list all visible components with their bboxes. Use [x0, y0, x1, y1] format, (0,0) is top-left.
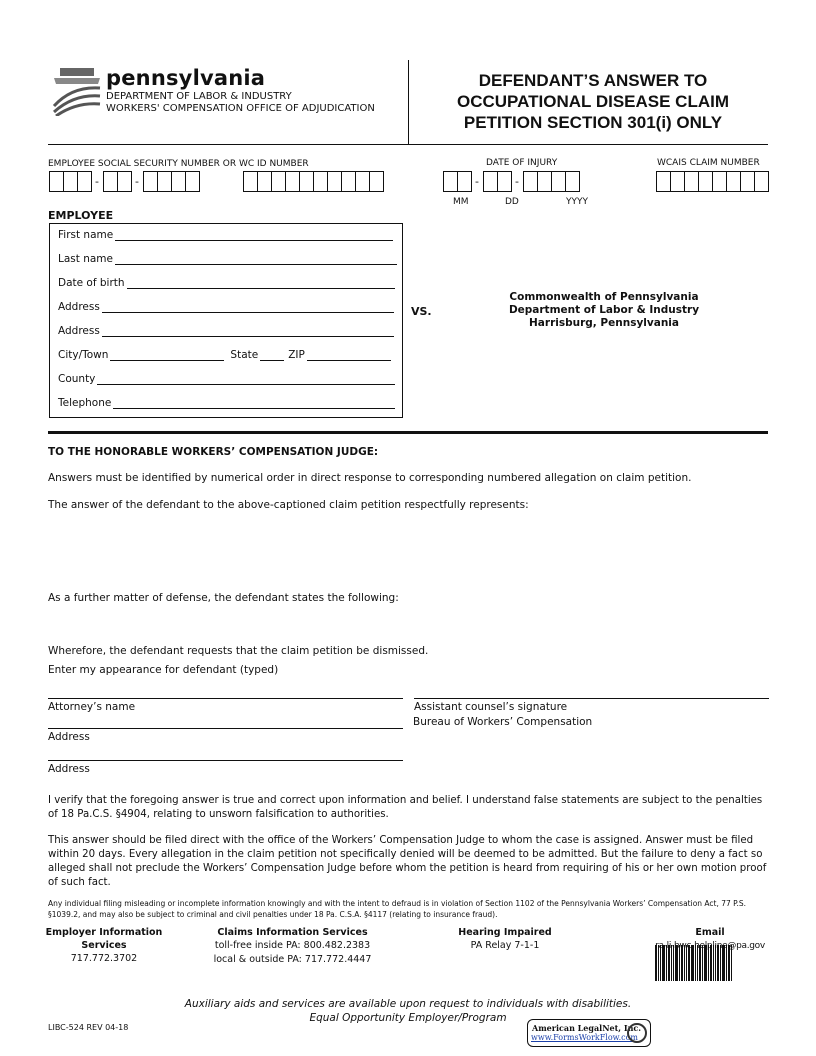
- verification-paragraph: I verify that the foregoing answer is true and correct upon information and belief. I understand false statements are subject to the penalties of 18 Pa.C.S. §4904, relating to unsworn falsification to authorities.: [48, 795, 763, 820]
- forms-workflow-link[interactable]: www.FormsWorkFlow.com: [531, 1033, 638, 1042]
- city-state-zip-field[interactable]: City/Town State ZIP: [58, 349, 391, 361]
- paragraph-appearance: Enter my appearance for defendant (typed): [48, 664, 279, 676]
- logo-word: pennsylvania: [106, 66, 266, 90]
- bureau-label: Bureau of Workers’ Compensation: [413, 716, 593, 728]
- telephone-field[interactable]: Telephone: [58, 397, 395, 409]
- assistant-signature-line[interactable]: [414, 698, 769, 699]
- yyyy-label: YYYY: [566, 197, 588, 207]
- dept-line-2: WORKERS' COMPENSATION OFFICE OF ADJUDICATION: [106, 103, 375, 114]
- claims-info-column: Claims Information Services toll-free inside PA: 800.482.2383 local & outside PA: 717.772.4447: [213, 927, 372, 965]
- dob-field[interactable]: Date of birth: [58, 277, 395, 289]
- dept-line-1: DEPARTMENT OF LABOR & INDUSTRY: [106, 91, 292, 102]
- ssn-label: EMPLOYEE SOCIAL SECURITY NUMBER OR WC ID NUMBER: [48, 159, 309, 169]
- county-field[interactable]: County: [58, 373, 395, 385]
- header-rule: [48, 144, 768, 145]
- paragraph-wherefore: Wherefore, the defendant requests that the claim petition be dismissed.: [48, 645, 429, 657]
- date-of-injury-input[interactable]: - -: [443, 171, 579, 192]
- globe-icon: [627, 1023, 647, 1043]
- first-name-field[interactable]: First name: [58, 229, 393, 241]
- address2-label: Address: [48, 763, 90, 775]
- paragraph-answers: Answers must be identified by numerical order in direct response to corresponding numbered allegation on claim petition.: [48, 472, 692, 484]
- attorney-name-line[interactable]: [48, 698, 403, 699]
- email-column: Email ra-li-bwc-helpline@pa.gov: [620, 927, 800, 953]
- email-link[interactable]: ra-li-bwc-helpline@pa.gov: [655, 941, 765, 951]
- wcais-input[interactable]: [656, 171, 768, 192]
- employer-info-column: Employer Information Services 717.772.3702: [45, 927, 163, 964]
- address1-label: Address: [48, 731, 90, 743]
- fraud-notice: Any individual filing misleading or incomplete information knowingly and with the intent to defraud is in violation of Section 1102 of the Pennsylvania Workers’ Compensation Act, 77 P.S. §1039.2, and may also be subject to criminal and civil penalties under 18 Pa. C.S.A. §4117 (relating to insurance fraud).: [48, 899, 747, 919]
- mm-label: MM: [453, 197, 469, 207]
- address2-field[interactable]: Address: [58, 325, 394, 337]
- employee-heading: EMPLOYEE: [48, 209, 114, 222]
- form-title: DEFENDANT’S ANSWER TO OCCUPATIONAL DISEASE CLAIM PETITION SECTION 301(i) ONLY: [456, 71, 729, 132]
- ssn-input[interactable]: - -: [49, 171, 199, 192]
- assistant-signature-label: Assistant counsel’s signature: [414, 701, 568, 713]
- wcais-label: WCAIS CLAIM NUMBER: [657, 158, 760, 168]
- attorney-name-label: Attorney’s name: [48, 701, 136, 713]
- paragraph-answer-represents: The answer of the defendant to the above-captioned claim petition respectfully represents:: [48, 499, 529, 511]
- hearing-impaired-column: Hearing Impaired PA Relay 7-1-1: [458, 927, 552, 951]
- section-rule: [48, 431, 768, 434]
- header-divider: [408, 60, 409, 145]
- auxiliary-notice: Auxiliary aids and services are available upon request to individuals with disabilities. Equal Opportunity Employer/Program: [184, 998, 632, 1024]
- address2-line[interactable]: [48, 760, 403, 761]
- pa-keystone-logo: [52, 66, 102, 116]
- salutation: TO THE HONORABLE WORKERS’ COMPENSATION JUDGE:: [48, 446, 379, 458]
- defendant-block: Commonwealth of Pennsylvania Department of Labor & Industry Harrisburg, Pennsylvania: [508, 291, 700, 329]
- vs-label: VS.: [411, 305, 432, 318]
- paragraph-further-defense: As a further matter of defense, the defendant states the following:: [48, 592, 399, 604]
- address1-field[interactable]: Address: [58, 301, 394, 313]
- filing-instructions-paragraph: This answer should be filed direct with the office of the Workers’ Compensation Judge to whom the case is assigned. Answer must be filed within 20 days. Every allegation in the claim petition not specifically denied will be deemed to be admitted. But the failure to deny a fact so alleged shall not preclude the Workers’ Compensation Judge before whom the petition is heard from requiring of his or her own motion proof of such fact.: [48, 835, 767, 888]
- employee-box: [49, 223, 403, 418]
- wc-id-input[interactable]: [243, 171, 383, 192]
- address1-line[interactable]: [48, 728, 403, 729]
- dd-label: DD: [505, 197, 519, 207]
- date-of-injury-label: DATE OF INJURY: [486, 158, 558, 168]
- american-legalnet-badge[interactable]: American LegalNet, Inc. www.FormsWorkFlow.com: [527, 1019, 651, 1047]
- form-code: LIBC-524 REV 04-18: [48, 1023, 129, 1032]
- last-name-field[interactable]: Last name: [58, 253, 397, 265]
